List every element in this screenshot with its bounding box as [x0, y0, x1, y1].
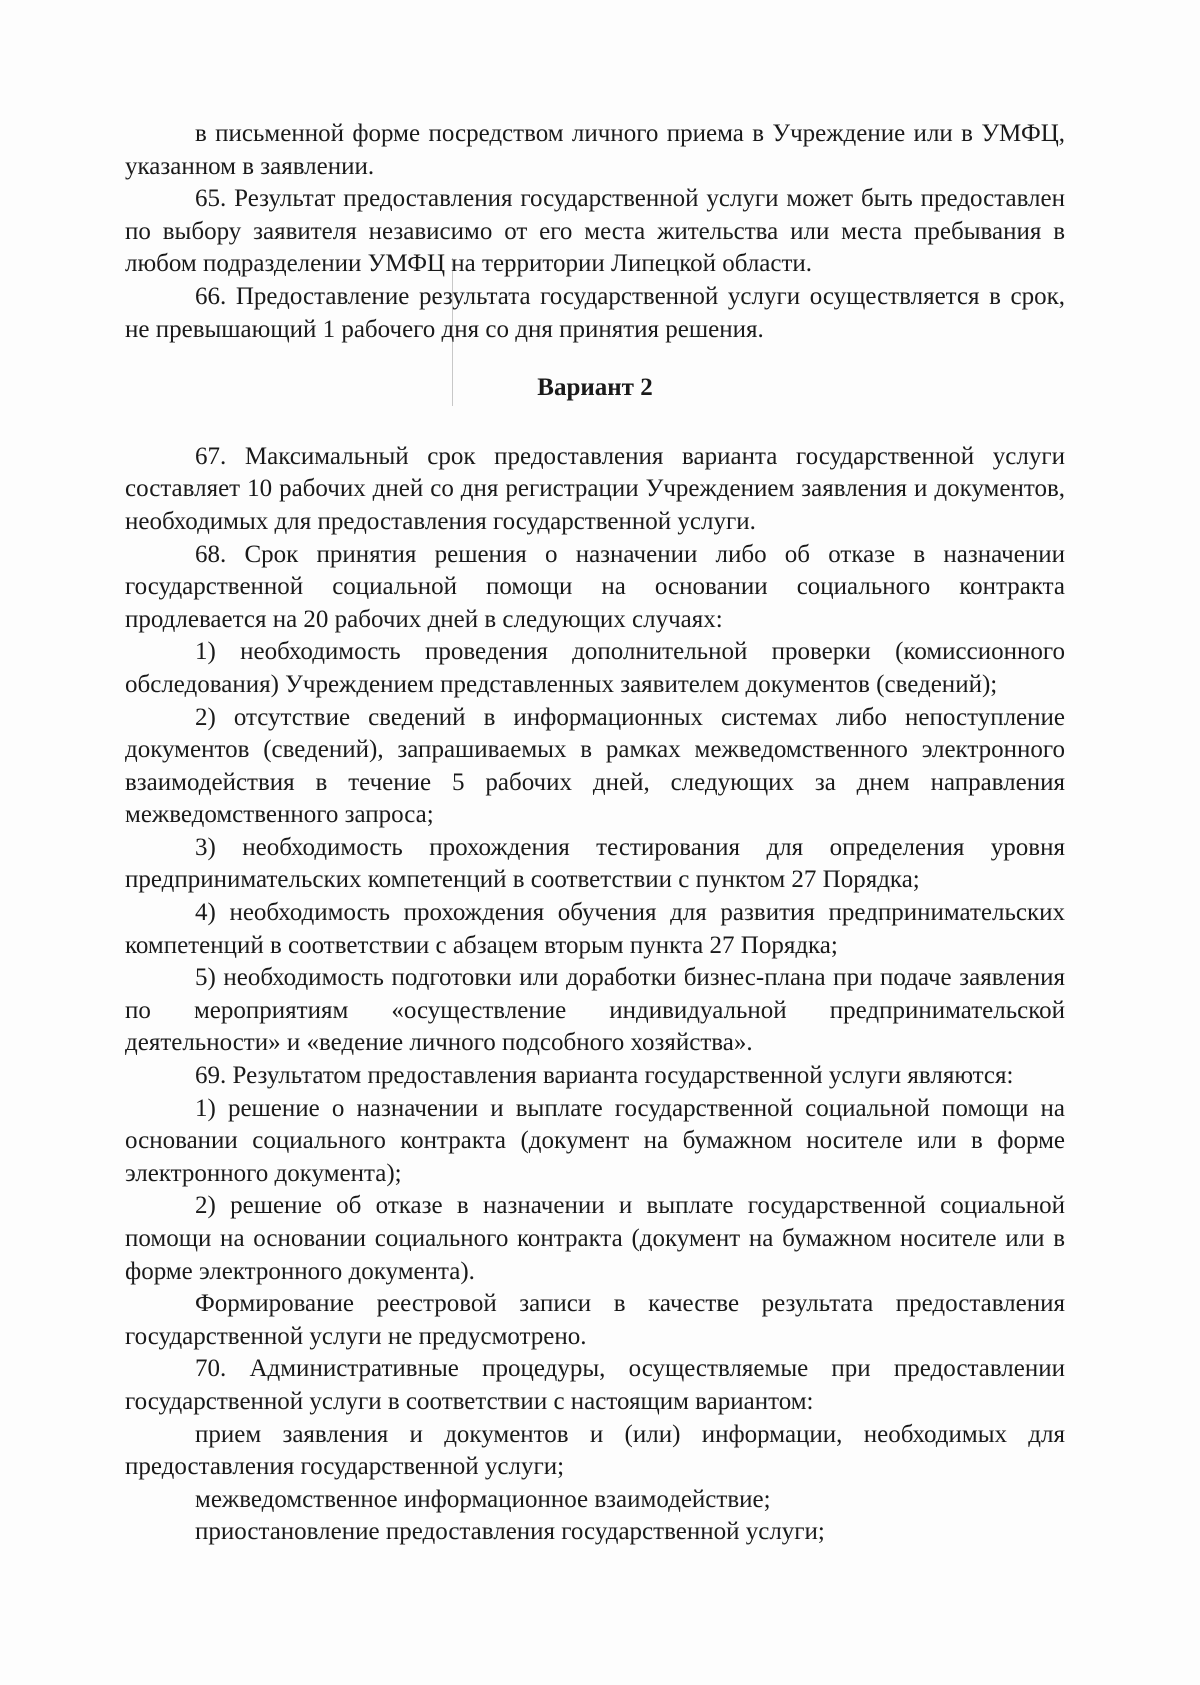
- paragraph: 2) решение об отказе в назначении и выплате государственной социальной помощи на основании социального контракта (документ на бумажном носителе или в форме электронного документа).: [125, 1192, 1065, 1285]
- document-body: [125, 118, 1065, 1549]
- paragraph: межведомственное информационное взаимодействие;: [195, 1485, 771, 1513]
- paragraph: 2) отсутствие сведений в информационных системах либо непоступление документов (сведений), запрашиваемых в рамках межведомственного электронного взаимодействия в течение 5 рабочих дней, следующих за днем направления межведомственного запроса;: [125, 703, 1065, 829]
- paragraph: Формирование реестровой записи в качестве результата предоставления государственной услуги не предусмотрено.: [125, 1290, 1065, 1350]
- paragraph: в письменной форме посредством личного приема в Учреждение или в УМФЦ, указанном в заявлении.: [125, 120, 1065, 180]
- paragraph: 65. Результат предоставления государственной услуги может быть предоставлен по выбору заявителя независимо от его места жительства или места пребывания в любом подразделении УМФЦ на территории Липецкой области.: [125, 185, 1065, 278]
- paragraph: 1) решение о назначении и выплате государственной социальной помощи на основании социального контракта (документ на бумажном носителе или в форме электронного документа);: [125, 1094, 1065, 1187]
- paragraph: 4) необходимость прохождения обучения для развития предпринимательских компетенций в соответствии с абзацем вторым пункта 27 Порядка;: [125, 899, 1065, 959]
- paragraph: 69. Результатом предоставления варианта государственной услуги являются:: [195, 1062, 1014, 1090]
- paragraph: 5) необходимость подготовки или доработки бизнес-плана при подаче заявления по мероприятиям «осуществление индивидуальной предпринимательской деятельности» и «ведение личного подсобного хозяйства».: [125, 964, 1065, 1057]
- paragraph: 68. Срок принятия решения о назначении либо об отказе в назначении государственной социальной помощи на основании социального контракта продлевается на 20 рабочих дней в следующих случаях:: [125, 540, 1065, 633]
- paragraph: 3) необходимость прохождения тестирования для определения уровня предпринимательских компетенций в соответствии с пунктом 27 Порядка;: [125, 833, 1065, 894]
- top-section: [125, 118, 1065, 346]
- paragraph: 1) необходимость проведения дополнительной проверки (комиссионного обследования) Учреждением представленных заявителем документов (сведений);: [125, 638, 1065, 698]
- paragraph: прием заявления и документов и (или) информации, необходимых для предоставления государственной услуги;: [125, 1420, 1065, 1481]
- body-section: [125, 441, 1065, 1549]
- section-heading: Вариант 2: [537, 374, 653, 402]
- paragraph: 70. Административные процедуры, осуществляемые при предоставлении государственной услуги в соответствии с настоящим вариантом:: [125, 1355, 1065, 1415]
- paragraph: 67. Максимальный срок предоставления варианта государственной услуги составляет 10 рабочих дней со дня регистрации Учреждением заявления и документов, необходимых для предоставления государственной услуги.: [125, 442, 1065, 535]
- paragraph: 66. Предоставление результата государственной услуги осуществляется в срок, не превышающий 1 рабочего дня со дня принятия решения.: [125, 282, 1065, 343]
- paragraph: приостановление предоставления государственной услуги;: [195, 1518, 825, 1546]
